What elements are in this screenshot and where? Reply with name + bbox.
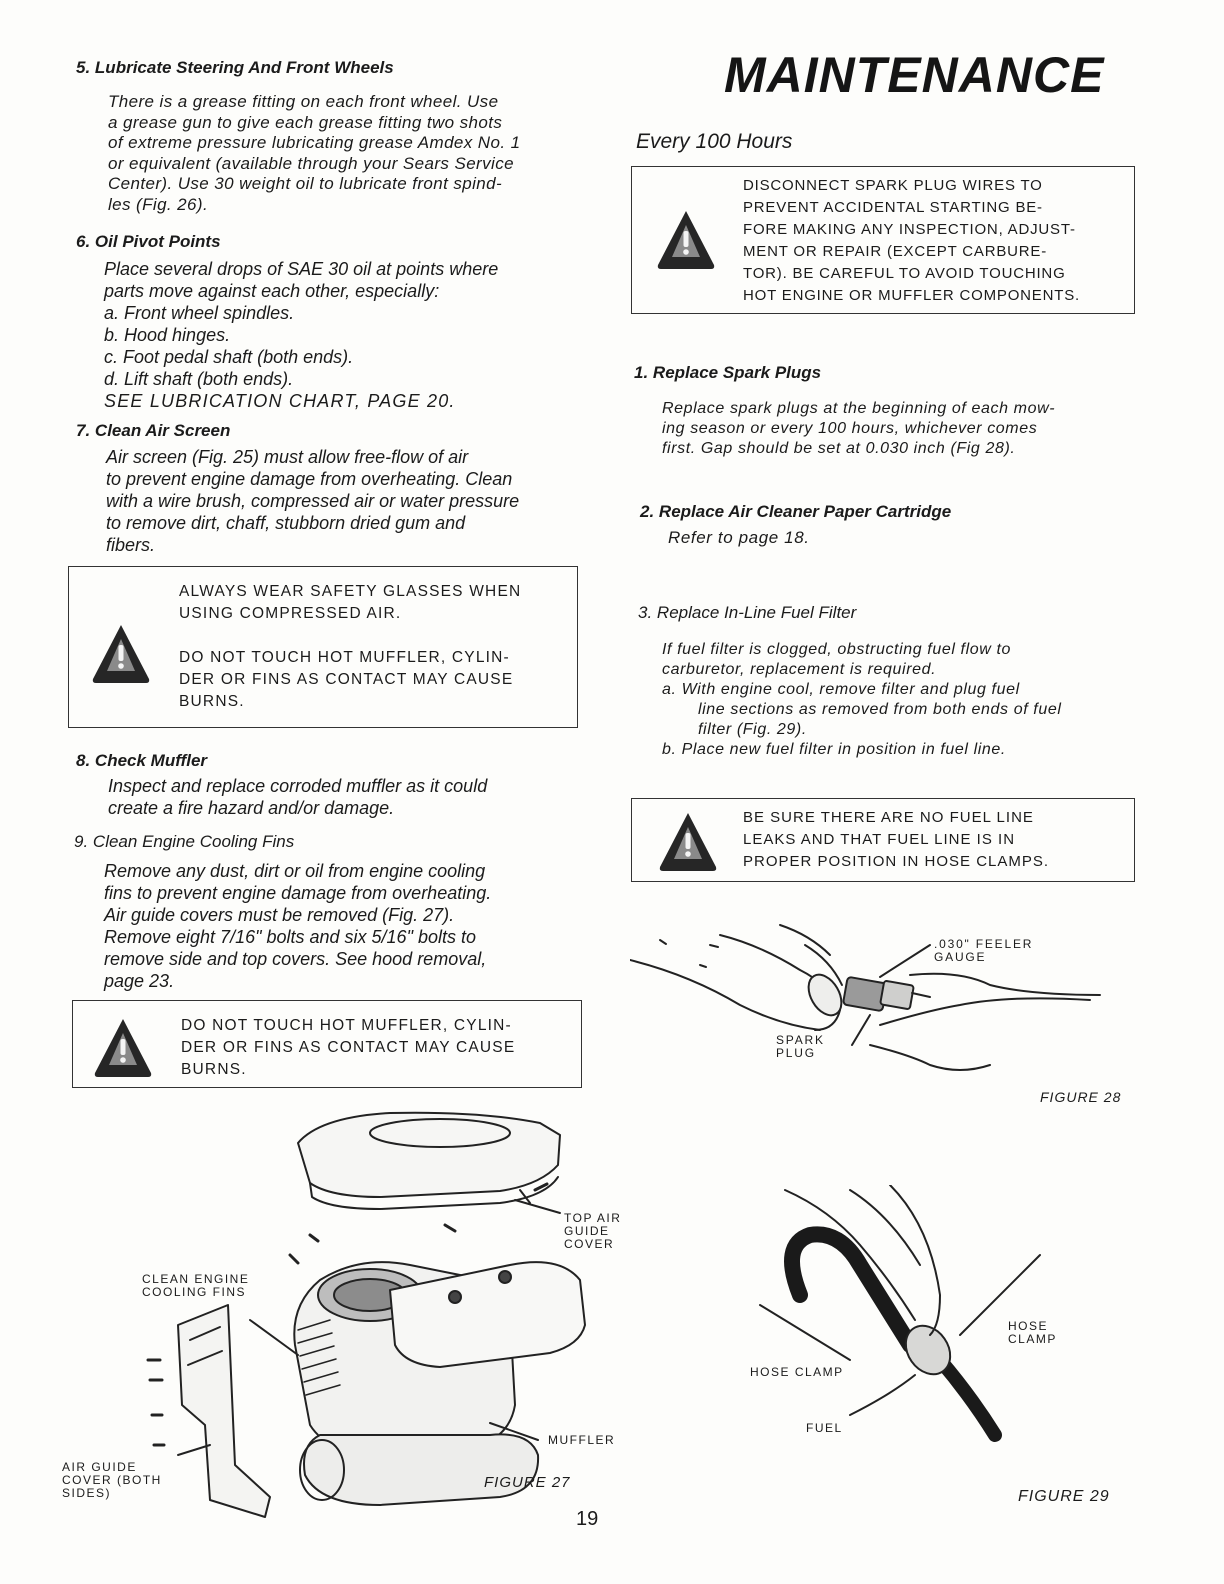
callout-air-guide-cover-both-sides: AIR GUIDE COVER (BOTH SIDES) [62,1460,162,1500]
right-step-1-heading: 1. Replace Spark Plugs [634,363,822,382]
right-step-1-text: Replace spark plugs at the beginning of each mow- ing season or every 100 hours, whichever comes first. Gap should be set at 0.030 inch (Fig 28). [662,400,1056,457]
step-5-heading: 5. Lubricate Steering And Front Wheels [76,58,394,77]
right-step-3-text: If fuel filter is clogged, obstructing fuel flow to carburetor, replacement is required. a. With engine cool, remove filter and plug fuel line sections as removed from both ends of fuel filter (Fig. 29). b. Place new fuel filter in position in fuel line. [662,641,1062,758]
warning-icon [656,209,716,271]
warning-icon [91,623,151,685]
right-step-3-heading: 3. Replace In-Line Fuel Filter [638,603,857,622]
warning-box-hot-muffler [72,1000,582,1088]
step-8-heading: 8. Check Muffler [76,751,208,770]
warning-box-fuel-line [631,798,1135,882]
figure-28-caption: FIGURE 28 [1040,1089,1122,1105]
right-step-2-heading: 2. Replace Air Cleaner Paper Cartridge [640,502,952,521]
step-8-text: Inspect and replace corroded muffler as it could create a fire hazard and/or damage. [108,776,488,818]
callout-feeler-gauge: .030" FEELER GAUGE [934,937,1034,964]
figure-27-caption: FIGURE 27 [484,1474,571,1491]
warning-icon [658,811,718,873]
warning-box-disconnect-spark-plug [631,166,1135,314]
page-title: MAINTENANCE [724,47,1105,103]
warning-box-compressed-air [68,566,578,728]
warning-text: BE SURE THERE ARE NO FUEL LINE LEAKS AND THAT FUEL LINE IS IN PROPER POSITION IN HOSE CLAMPS. [743,809,1050,870]
callout-muffler: MUFFLER [548,1433,616,1447]
section-heading: Every 100 Hours [636,130,793,153]
step-7-text: Air screen (Fig. 25) must allow free-flow of air to prevent engine damage from overheating. Clean with a wire brush, compressed air or water pressure to remove dirt, chaff, stubborn dried gum and fibers. [106,447,520,555]
spark-plug-gauge-illustration [630,915,1130,1085]
callout-clean-engine-cooling-fins: CLEAN ENGINE COOLING FINS [142,1272,250,1299]
step-9-text: Remove any dust, dirt or oil from engine cooling fins to prevent engine damage from overheating. Air guide covers must be removed (Fig. 27). Remove eight 7/16" bolts and six 5/16" bolts to remove side and top covers. See hood removal, page 23. [104,861,492,991]
figure-29-caption: FIGURE 29 [1018,1488,1110,1505]
callout-fuel: FUEL [806,1421,843,1435]
callout-top-air-guide-cover: TOP AIR GUIDE COVER [564,1211,622,1251]
step-6-heading: 6. Oil Pivot Points [76,232,221,251]
warning-icon [93,1017,153,1079]
step-5-text: There is a grease fitting on each front wheel. Use a grease gun to give each grease fitting two shots of extreme pressure lubricating grease Amdex No. 1 or equivalent (available through your Sears Service Center). Use 30 weight oil to lubricate front spind- les (Fig. 26). [108,92,521,214]
step-7-heading: 7. Clean Air Screen [76,421,231,440]
fuel-hose-clamp-illustration [740,1185,1100,1445]
warning-text: DO NOT TOUCH HOT MUFFLER, CYLIN- DER OR FINS AS CONTACT MAY CAUSE BURNS. [181,1017,516,1078]
right-step-2-text: Refer to page 18. [668,528,810,547]
step-6-text: Place several drops of SAE 30 oil at points where parts move against each other, especially: a. Front wheel spindles. b. Hood hinges. c. Foot pedal shaft (both ends). d. Lift shaft (both ends). SEE LUBRICATION CHART, PAGE 20. [104,259,499,411]
callout-spark-plug: SPARK PLUG [776,1033,825,1060]
warning-text: DISCONNECT SPARK PLUG WIRES TO PREVENT ACCIDENTAL STARTING BE- FORE MAKING ANY INSPECTION, ADJUST- MENT OR REPAIR (EXCEPT CARBURE- TOR). BE CAREFUL TO AVOID TOUCHING HOT ENGINE OR MUFFLER COMPONENTS. [743,177,1080,304]
page-number: 19 [576,1508,599,1530]
step-9-heading: 9. Clean Engine Cooling Fins [74,832,295,851]
warning-text: ALWAYS WEAR SAFETY GLASSES WHEN USING COMPRESSED AIR. DO NOT TOUCH HOT MUFFLER, CYLIN- DER OR FINS AS CONTACT MAY CAUSE BURNS. [179,583,522,710]
callout-hose-clamp-right: HOSE CLAMP [1008,1319,1057,1346]
callout-hose-clamp-left: HOSE CLAMP [750,1365,844,1379]
